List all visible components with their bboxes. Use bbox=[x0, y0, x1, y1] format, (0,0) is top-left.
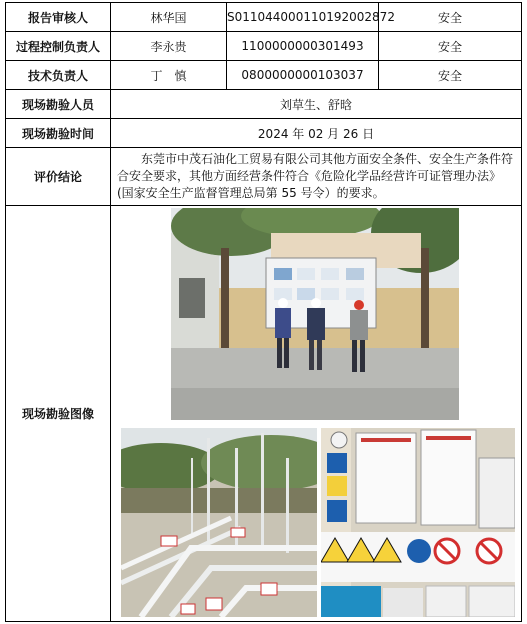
images-label: 现场勘验图像 bbox=[6, 206, 111, 622]
table-row bbox=[6, 148, 522, 206]
status-cell: 安全 bbox=[379, 61, 522, 90]
table-row bbox=[6, 206, 522, 622]
person-name: 林华国 bbox=[111, 3, 227, 32]
table-row bbox=[6, 3, 522, 32]
certificate-number: 1100000000301493 bbox=[227, 32, 379, 61]
site-photo-people bbox=[171, 208, 459, 420]
status-cell: 安全 bbox=[379, 3, 522, 32]
row-label: 报告审核人 bbox=[6, 3, 111, 32]
table-row bbox=[6, 90, 522, 119]
status-cell: 安全 bbox=[379, 32, 522, 61]
person-name: 李永贵 bbox=[111, 32, 227, 61]
table-row bbox=[6, 61, 522, 90]
row-label: 过程控制负责人 bbox=[6, 32, 111, 61]
row-label: 技术负责人 bbox=[6, 61, 111, 90]
site-photo-signs bbox=[321, 428, 515, 617]
evaluation-text: 东莞市中茂石油化工贸易有限公司其他方面安全条件、安全生产条件符合安全要求，其他方面经营条件符合《危险化学品经营许可证管理办法》(国家安全生产监督管理总局第 55 号令）的要求。 bbox=[111, 148, 522, 206]
table-row bbox=[6, 119, 522, 148]
inspect-time-label: 现场勘验时间 bbox=[6, 119, 111, 148]
certificate-number: S011044000110192002872 bbox=[227, 3, 379, 32]
inspectors-value: 刘草生、舒晗 bbox=[111, 90, 522, 119]
inspectors-label: 现场勘验人员 bbox=[6, 90, 111, 119]
images-cell bbox=[111, 206, 522, 622]
site-photo-pipes bbox=[121, 428, 317, 617]
person-name: 丁 慎 bbox=[111, 61, 227, 90]
inspect-time-value: 2024 年 02 月 26 日 bbox=[111, 119, 522, 148]
certificate-number: 0800000000103037 bbox=[227, 61, 379, 90]
inspection-record-table bbox=[5, 2, 522, 622]
evaluation-label: 评价结论 bbox=[6, 148, 111, 206]
table-row bbox=[6, 32, 522, 61]
